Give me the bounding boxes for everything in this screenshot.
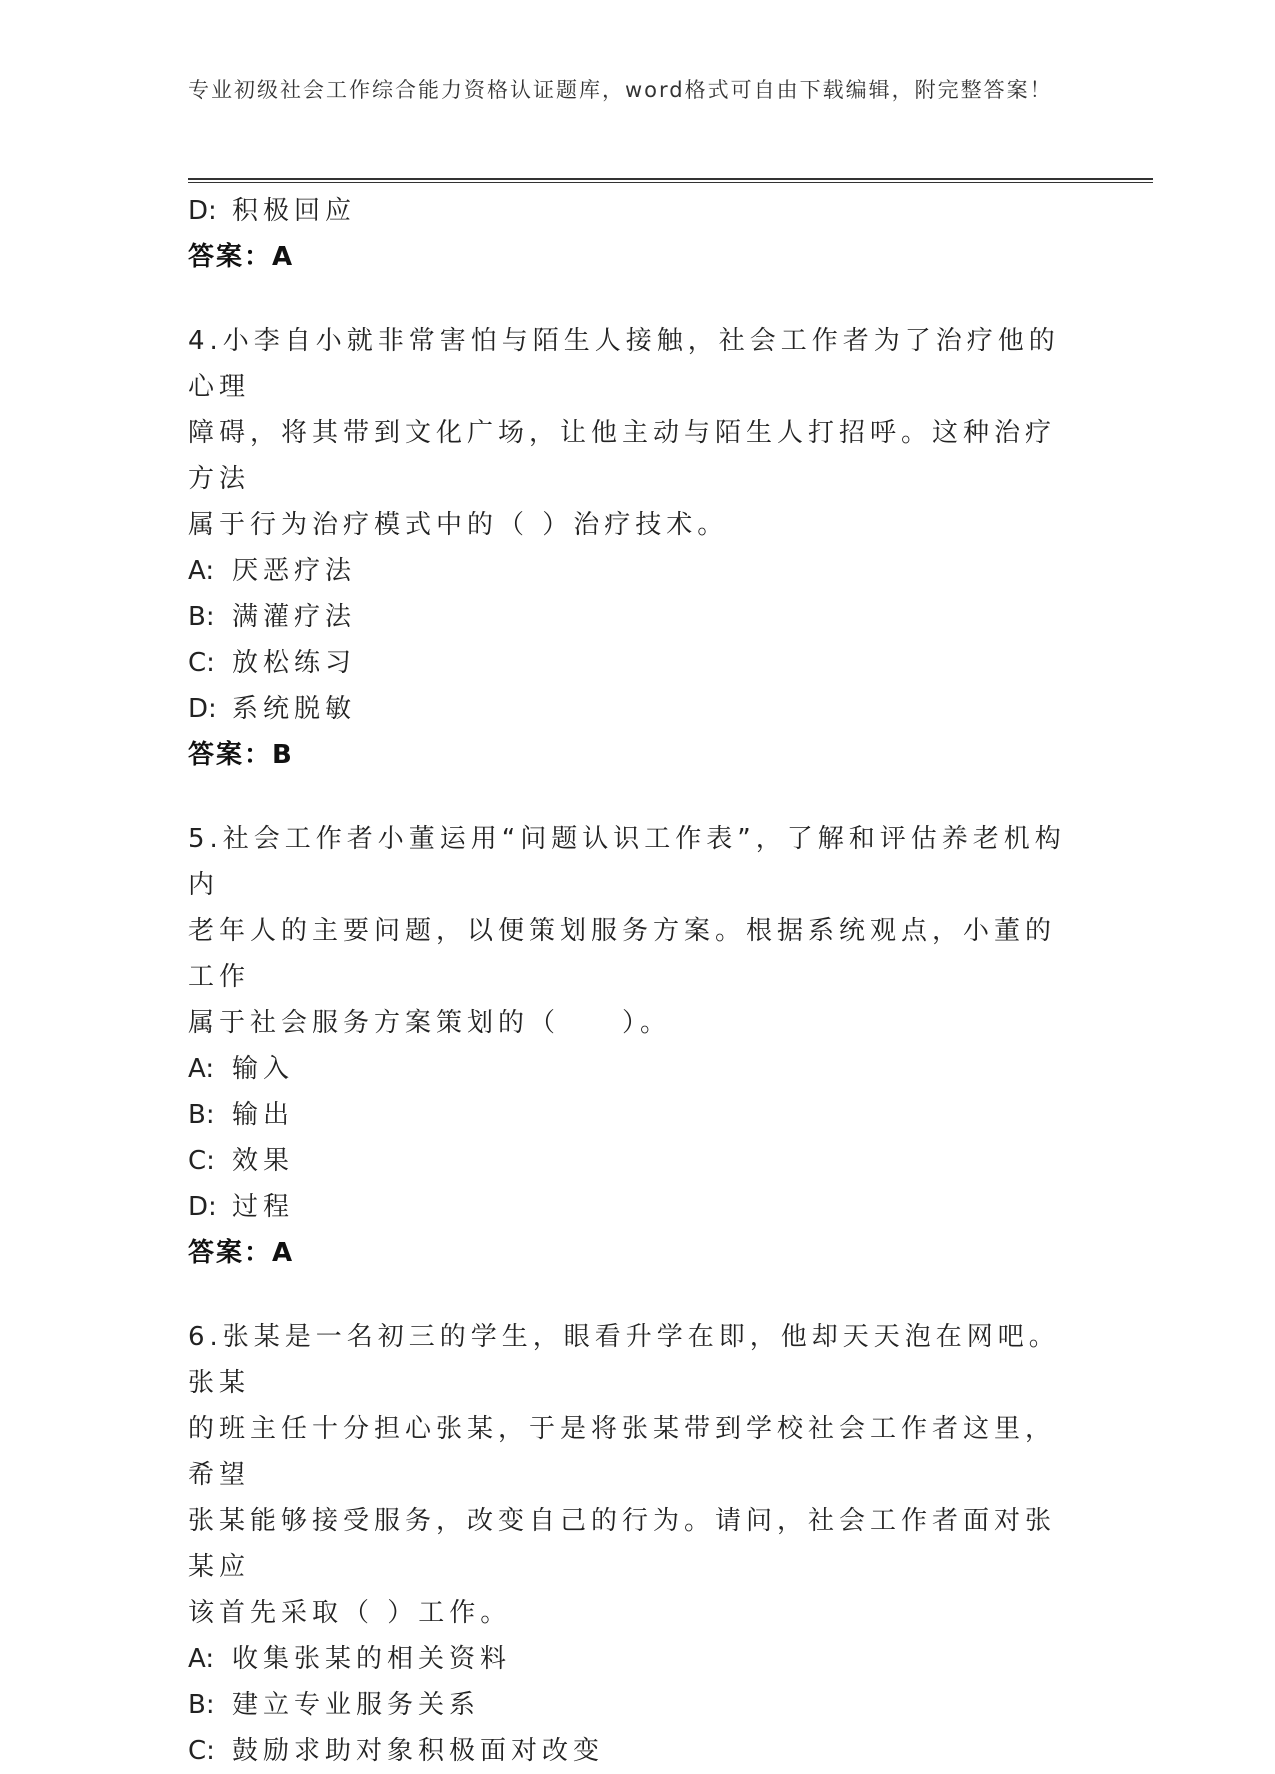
option-key: A: bbox=[188, 556, 215, 586]
question-stem-line: 的班主任十分担心张某，于是将张某带到学校社会工作者这里，希望 bbox=[188, 1414, 1057, 1490]
option-text: 过程 bbox=[232, 1192, 295, 1222]
option-row bbox=[188, 1682, 1068, 1728]
option-row bbox=[188, 1728, 1068, 1774]
option-row bbox=[188, 686, 1068, 732]
option-key: C: bbox=[188, 648, 215, 678]
option-row bbox=[188, 188, 1068, 234]
option-row bbox=[188, 640, 1068, 686]
question-block bbox=[188, 816, 1068, 1276]
question-stem-line: 属于社会服务方案策划的（ ）。 bbox=[188, 1008, 672, 1038]
question-stem-line: 4.小李自小就非常害怕与陌生人接触，社会工作者为了治疗他的心理 bbox=[188, 326, 1060, 402]
page-header: 专业初级社会工作综合能力资格认证题库，word格式可自由下载编辑，附完整答案！ bbox=[188, 78, 1053, 102]
option-key: B: bbox=[188, 602, 215, 632]
option-key: B: bbox=[188, 1690, 215, 1720]
question-stem-line: 属于行为治疗模式中的（ ）治疗技术。 bbox=[188, 510, 729, 540]
question-stem-line: 障碍，将其带到文化广场，让他主动与陌生人打招呼。这种治疗方法 bbox=[188, 418, 1057, 494]
option-text: 满灌疗法 bbox=[232, 602, 357, 632]
option-key: A: bbox=[188, 1054, 215, 1084]
answer-line: 答案：B bbox=[188, 740, 294, 770]
option-text: 输入 bbox=[232, 1054, 295, 1084]
option-text: 积极回应 bbox=[232, 196, 357, 226]
header-rule-thick bbox=[188, 178, 1153, 180]
option-row bbox=[188, 1636, 1068, 1682]
option-text: 系统脱敏 bbox=[232, 694, 357, 724]
option-key: D: bbox=[188, 196, 217, 226]
option-row bbox=[188, 548, 1068, 594]
option-text: 厌恶疗法 bbox=[232, 556, 357, 586]
question-block bbox=[188, 318, 1068, 778]
option-row bbox=[188, 1046, 1068, 1092]
option-key: C: bbox=[188, 1736, 215, 1766]
answer-line: 答案：A bbox=[188, 242, 295, 272]
question-block bbox=[188, 1314, 1068, 1774]
question-stem-line: 5.社会工作者小董运用“问题认识工作表”，了解和评估养老机构内 bbox=[188, 824, 1066, 900]
option-key: C: bbox=[188, 1146, 215, 1176]
answer-line: 答案：A bbox=[188, 1238, 295, 1268]
option-text: 收集张某的相关资料 bbox=[232, 1644, 512, 1674]
option-text: 建立专业服务关系 bbox=[232, 1690, 481, 1720]
option-row bbox=[188, 1138, 1068, 1184]
option-key: A: bbox=[188, 1644, 215, 1674]
option-row bbox=[188, 1092, 1068, 1138]
header-rule-thin bbox=[188, 182, 1153, 183]
question-stem-line: 该首先采取（ ）工作。 bbox=[188, 1598, 512, 1628]
question-stem-line: 6.张某是一名初三的学生，眼看升学在即，他却天天泡在网吧。张某 bbox=[188, 1322, 1060, 1398]
option-text: 鼓励求助对象积极面对改变 bbox=[232, 1736, 605, 1766]
option-row bbox=[188, 1184, 1068, 1230]
question-stem-line: 张某能够接受服务，改变自己的行为。请问，社会工作者面对张某应 bbox=[188, 1506, 1057, 1582]
option-text: 输出 bbox=[232, 1100, 295, 1130]
option-key: D: bbox=[188, 694, 217, 724]
option-key: D: bbox=[188, 1192, 217, 1222]
option-text: 放松练习 bbox=[232, 648, 357, 678]
option-text: 效果 bbox=[232, 1146, 295, 1176]
document-body bbox=[188, 188, 1068, 1774]
question-stem-line: 老年人的主要问题，以便策划服务方案。根据系统观点，小董的工作 bbox=[188, 916, 1057, 992]
option-key: B: bbox=[188, 1100, 215, 1130]
option-row bbox=[188, 594, 1068, 640]
